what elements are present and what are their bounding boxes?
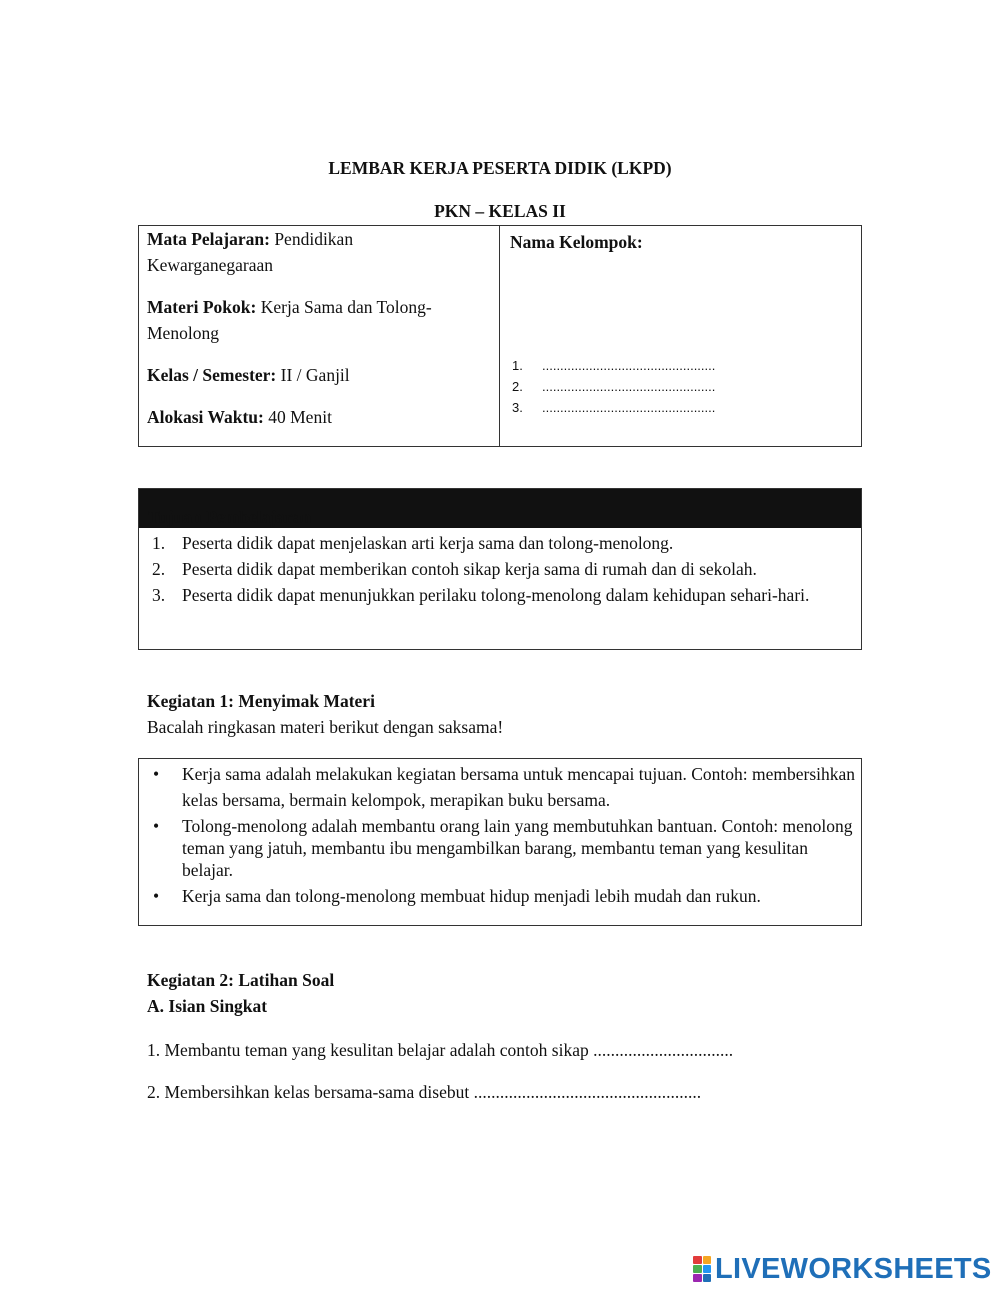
class-field [147,362,487,388]
group-member-line[interactable] [512,376,715,397]
summary-bullet-text: Kerja sama dan tolong-menolong membuat hidup menjadi lebih mudah dan rukun. [182,886,761,906]
objective-item [148,582,858,608]
member-blank: ................................................ [542,379,716,394]
objective-number: 3. [152,585,166,605]
objective-text: Peserta didik dapat menjelaskan arti kerja sama dan tolong-menolong. [182,533,674,553]
bullet-dot: • [153,764,160,784]
logo-block [693,1274,702,1282]
topic-value-line2: Menolong [147,323,219,343]
summary-bullet-item [148,815,858,881]
logo-block [703,1274,712,1282]
material-summary-list [148,761,858,907]
topic-value-line1: Kerja Sama dan Tolong- [260,297,432,317]
worksheet-subtitle: PKN – KELAS II [434,201,566,221]
logo-block [703,1265,712,1273]
time-label: Alokasi Waktu: [147,407,264,427]
worksheet-title: LEMBAR KERJA PESERTA DIDIK (LKPD) [328,158,672,178]
topic-label: Materi Pokok: [147,297,257,317]
logo-text: LIVEWORKSHEETS [715,1253,992,1285]
objective-number: 1. [152,533,166,553]
class-value: II / Ganjil [280,365,350,385]
logo-block [693,1265,702,1273]
objective-text: Peserta didik dapat menunjukkan perilaku tolong-menolong dalam kehidupan sehari-hari. [182,585,810,605]
activity1-title: Kegiatan 1: Menyimak Materi [147,691,375,711]
logo-blocks-icon [693,1256,711,1282]
objectives-list [148,530,858,608]
liveworksheets-logo[interactable] [693,1255,992,1283]
objectives-title: Tujuan Pembelajaran [148,507,312,527]
subject-value-line2: Kewarganegaraan [147,255,273,275]
subject-value-line1: Pendidikan [274,229,354,249]
summary-bullet-text: Kerja sama adalah melakukan kegiatan bersama untuk mencapai tujuan. Contoh: membersihkan kelas bersama, bermain kelompok, merapikan buku bersama. [182,764,856,810]
objective-item [148,556,858,582]
objective-text: Peserta didik dapat memberikan contoh sikap kerja sama di rumah dan di sekolah. [182,559,757,579]
class-label: Kelas / Semester: [147,365,277,385]
subject-field [147,226,487,278]
summary-bullet-text: Tolong-menolong adalah membantu orang lain yang membutuhkan bantuan. Contoh: menolong teman yang jatuh, membantu ibu mengambilkan barang, membantu teman yang kesulitan belajar. [182,816,853,880]
subject-label: Mata Pelajaran: [147,229,270,249]
member-number: 2. [512,379,523,394]
member-number: 1. [512,358,523,373]
group-member-line[interactable] [512,355,715,376]
group-member-line[interactable] [512,397,715,418]
summary-bullet-item [148,761,858,813]
logo-block [703,1256,712,1264]
question-2[interactable]: 2. Membersihkan kelas bersama-sama disebut .................................................... [147,1082,702,1102]
bullet-dot: • [153,886,160,906]
identity-table-divider [499,225,500,447]
objective-item [148,530,858,556]
member-blank: ................................................ [542,400,716,415]
topic-field [147,294,487,346]
activity1-instruction: Bacalah ringkasan materi berikut dengan saksama! [147,717,504,737]
time-value: 40 Menit [268,407,332,427]
activity2-title: Kegiatan 2: Latihan Soal [147,970,335,990]
question-1[interactable]: 1. Membantu teman yang kesulitan belajar adalah contoh sikap ................................ [147,1040,734,1060]
time-field [147,404,487,430]
bullet-dot: • [153,816,160,836]
section-a-title: A. Isian Singkat [147,996,268,1016]
objective-number: 2. [152,559,166,579]
group-members-list [512,355,715,418]
summary-bullet-item [148,885,858,907]
logo-block [693,1256,702,1264]
member-number: 3. [512,400,523,415]
group-name-label: Nama Kelompok: [510,232,643,252]
member-blank: ................................................ [542,358,716,373]
